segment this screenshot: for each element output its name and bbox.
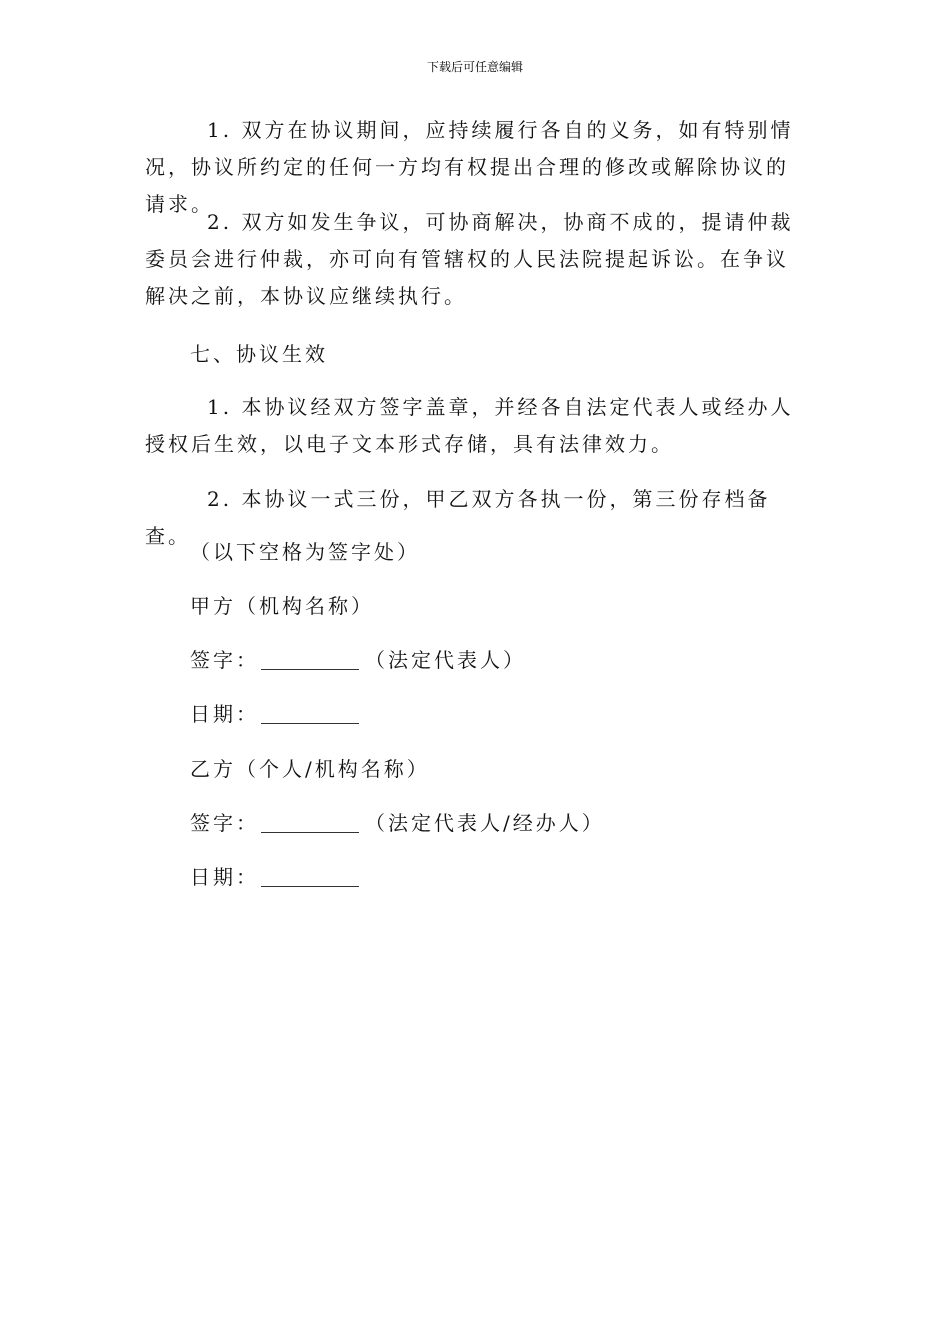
party-b-title: 乙方（个人/机构名称） xyxy=(190,757,430,781)
party-b-sign-line xyxy=(190,808,605,838)
section-item-2: 2. 本协议一式三份，甲乙双方各执一份，第三份存档备查。 xyxy=(145,487,771,548)
section-item-1: 1. 本协议经双方签字盖章，并经各自法定代表人或经办人授权后生效，以电子文本形式存储，具有法律效力。 xyxy=(145,395,794,456)
party-a-date-line xyxy=(190,699,365,729)
party-a-sign-label: 签字： xyxy=(190,648,259,672)
header-note: 下载后可任意编辑 xyxy=(426,60,523,74)
party-a-sign-suffix: （法定代表人） xyxy=(365,648,526,672)
party-b-date-blank[interactable] xyxy=(261,866,359,887)
party-b-sign-label: 签字： xyxy=(190,811,259,835)
party-a-sign-line xyxy=(190,645,526,675)
signature-note: （以下空格为签字处） xyxy=(190,540,420,564)
party-a-title: 甲方（机构名称） xyxy=(190,594,374,618)
party-b-sign-blank[interactable] xyxy=(261,812,359,833)
clause-2: 2. 双方如发生争议，可协商解决，协商不成的，提请仲裁委员会进行仲裁，亦可向有管辖权的人民法院提起诉讼。在争议解决之前，本协议应继续执行。 xyxy=(145,210,794,308)
party-b-date-line xyxy=(190,862,365,892)
party-a-sign-blank[interactable] xyxy=(261,649,359,670)
party-b-sign-suffix: （法定代表人/经办人） xyxy=(365,811,605,835)
party-a-date-label: 日期： xyxy=(190,702,259,726)
clause-1: 1. 双方在协议期间，应持续履行各自的义务，如有特别情况，协议所约定的任何一方均有权提出合理的修改或解除协议的请求。 xyxy=(145,118,794,216)
party-b-date-label: 日期： xyxy=(190,865,259,889)
party-a-date-blank[interactable] xyxy=(261,703,359,724)
section-title: 七、协议生效 xyxy=(190,342,328,366)
